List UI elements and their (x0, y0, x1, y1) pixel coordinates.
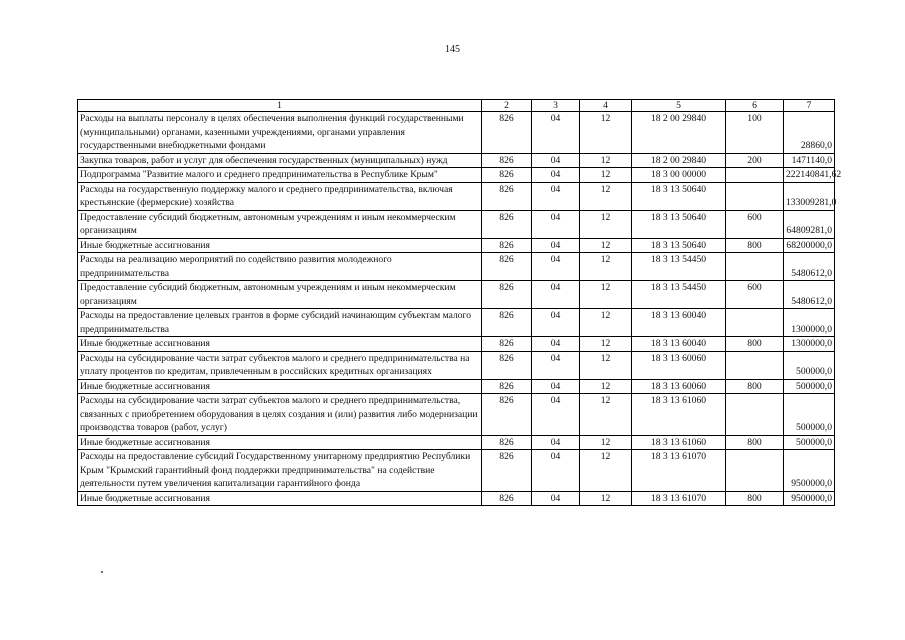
page-number: 145 (445, 44, 460, 55)
section-code-cell: 04 (532, 238, 580, 253)
section-code-cell: 04 (532, 351, 580, 379)
section-code-cell: 04 (532, 309, 580, 337)
expense-name-cell: Расходы на предоставление субсидий Государственному унитарному предприятию Республики Крым "Крымский гарантийный фонд поддержки предпринимательства" на содействие деятельности путем увеличения капитализации гарантийного фонда (78, 450, 482, 492)
subsection-code-cell: 12 (580, 168, 632, 183)
expense-name-cell: Расходы на предоставление целевых грантов в форме субсидий начинающим субъектам малого предпринимательства (78, 309, 482, 337)
section-code-cell: 04 (532, 182, 580, 210)
subsection-code-cell: 12 (580, 253, 632, 281)
amount-cell: 68200000,0 (784, 238, 835, 253)
table-row (78, 309, 835, 337)
target-article-cell: 18 3 13 61060 (632, 394, 726, 436)
subsection-code-cell: 12 (580, 309, 632, 337)
table-row (78, 281, 835, 309)
ministry-code-cell: 826 (482, 182, 532, 210)
table-row (78, 153, 835, 168)
table-row (78, 337, 835, 352)
column-header: 2 (482, 100, 532, 112)
section-code-cell: 04 (532, 435, 580, 450)
amount-cell: 64809281,0 (784, 210, 835, 238)
target-article-cell: 18 2 00 29840 (632, 153, 726, 168)
expense-name-cell: Расходы на выплаты персоналу в целях обеспечения выполнения функций государственными (муниципальными) органами, казенными учреждениями, органами управления государственными внебюджетными фондами (78, 112, 482, 154)
ministry-code-cell: 826 (482, 168, 532, 183)
expense-name-cell: Иные бюджетные ассигнования (78, 379, 482, 394)
expense-type-cell (726, 351, 784, 379)
subsection-code-cell: 12 (580, 337, 632, 352)
amount-cell: 500000,0 (784, 379, 835, 394)
expense-type-cell (726, 450, 784, 492)
section-code-cell: 04 (532, 112, 580, 154)
amount-cell: 1471140,0 (784, 153, 835, 168)
target-article-cell: 18 3 13 61060 (632, 435, 726, 450)
expense-type-cell (726, 182, 784, 210)
subsection-code-cell: 12 (580, 182, 632, 210)
target-article-cell: 18 3 13 60060 (632, 351, 726, 379)
amount-cell: 5480612,0 (784, 281, 835, 309)
table-row (78, 450, 835, 492)
expense-type-cell: 800 (726, 238, 784, 253)
target-article-cell: 18 3 13 61070 (632, 491, 726, 506)
subsection-code-cell: 12 (580, 450, 632, 492)
subsection-code-cell: 12 (580, 281, 632, 309)
expense-type-cell (726, 394, 784, 436)
ministry-code-cell: 826 (482, 379, 532, 394)
ministry-code-cell: 826 (482, 238, 532, 253)
expense-type-cell: 600 (726, 281, 784, 309)
subsection-code-cell: 12 (580, 435, 632, 450)
column-header: 4 (580, 100, 632, 112)
amount-cell: 28860,0 (784, 112, 835, 154)
table-row (78, 112, 835, 154)
subsection-code-cell: 12 (580, 238, 632, 253)
column-header: 5 (632, 100, 726, 112)
expense-name-cell: Иные бюджетные ассигнования (78, 435, 482, 450)
expense-name-cell: Предоставление субсидий бюджетным, автономным учреждениям и иным некоммерческим организациям (78, 210, 482, 238)
expense-type-cell: 200 (726, 153, 784, 168)
ministry-code-cell: 826 (482, 281, 532, 309)
target-article-cell: 18 3 13 60040 (632, 337, 726, 352)
expense-name-cell: Закупка товаров, работ и услуг для обеспечения государственных (муниципальных) нужд (78, 153, 482, 168)
expense-type-cell: 600 (726, 210, 784, 238)
amount-cell: 5480612,0 (784, 253, 835, 281)
expense-name-cell: Предоставление субсидий бюджетным, автономным учреждениям и иным некоммерческим организациям (78, 281, 482, 309)
amount-cell: 1300000,0 (784, 337, 835, 352)
expense-name-cell: Расходы на реализацию мероприятий по содействию развития молодежного предпринимательства (78, 253, 482, 281)
section-code-cell: 04 (532, 253, 580, 281)
table-row (78, 394, 835, 436)
stray-mark (101, 571, 103, 573)
section-code-cell: 04 (532, 450, 580, 492)
expense-name-cell: Расходы на государственную поддержку малого и среднего предпринимательства, включая крестьянские (фермерские) хозяйства (78, 182, 482, 210)
ministry-code-cell: 826 (482, 253, 532, 281)
column-header: 3 (532, 100, 580, 112)
target-article-cell: 18 3 13 61070 (632, 450, 726, 492)
ministry-code-cell: 826 (482, 112, 532, 154)
ministry-code-cell: 826 (482, 337, 532, 352)
expense-name-cell: Иные бюджетные ассигнования (78, 491, 482, 506)
target-article-cell: 18 3 13 50640 (632, 210, 726, 238)
section-code-cell: 04 (532, 394, 580, 436)
amount-cell: 500000,0 (784, 435, 835, 450)
subsection-code-cell: 12 (580, 153, 632, 168)
expense-name-cell: Иные бюджетные ассигнования (78, 238, 482, 253)
expense-name-cell: Подпрограмма "Развитие малого и среднего предпринимательства в Республике Крым" (78, 168, 482, 183)
expense-type-cell (726, 309, 784, 337)
section-code-cell: 04 (532, 491, 580, 506)
table-row (78, 182, 835, 210)
target-article-cell: 18 2 00 29840 (632, 112, 726, 154)
expense-type-cell: 100 (726, 112, 784, 154)
budget-table (77, 99, 842, 506)
table-row (78, 351, 835, 379)
expense-name-cell: Расходы на субсидирование части затрат субъектов малого и среднего предпринимательства на уплату процентов по кредитам, привлеченным в российских кредитных организациях (78, 351, 482, 379)
target-article-cell: 18 3 00 00000 (632, 168, 726, 183)
table-row (78, 491, 835, 506)
target-article-cell: 18 3 13 50640 (632, 182, 726, 210)
column-header: 6 (726, 100, 784, 112)
table-row (78, 210, 835, 238)
subsection-code-cell: 12 (580, 112, 632, 154)
ministry-code-cell: 826 (482, 394, 532, 436)
column-header: 7 (784, 100, 835, 112)
table-row (78, 168, 835, 183)
expense-type-cell (726, 253, 784, 281)
amount-cell: 222140841,62 (784, 168, 835, 183)
expense-name-cell: Иные бюджетные ассигнования (78, 337, 482, 352)
ministry-code-cell: 826 (482, 491, 532, 506)
amount-cell: 9500000,0 (784, 491, 835, 506)
table-row (78, 253, 835, 281)
amount-cell: 133009281,0 (784, 182, 835, 210)
expense-type-cell (726, 168, 784, 183)
target-article-cell: 18 3 13 50640 (632, 238, 726, 253)
ministry-code-cell: 826 (482, 450, 532, 492)
table-row (78, 379, 835, 394)
table-header-row (78, 100, 835, 112)
section-code-cell: 04 (532, 168, 580, 183)
target-article-cell: 18 3 13 60040 (632, 309, 726, 337)
amount-cell: 1300000,0 (784, 309, 835, 337)
section-code-cell: 04 (532, 281, 580, 309)
subsection-code-cell: 12 (580, 379, 632, 394)
ministry-code-cell: 826 (482, 309, 532, 337)
ministry-code-cell: 826 (482, 210, 532, 238)
ministry-code-cell: 826 (482, 435, 532, 450)
subsection-code-cell: 12 (580, 394, 632, 436)
expense-type-cell: 800 (726, 337, 784, 352)
table-row (78, 238, 835, 253)
expense-type-cell: 800 (726, 491, 784, 506)
target-article-cell: 18 3 13 54450 (632, 281, 726, 309)
section-code-cell: 04 (532, 379, 580, 394)
subsection-code-cell: 12 (580, 210, 632, 238)
column-header: 1 (78, 100, 482, 112)
section-code-cell: 04 (532, 337, 580, 352)
section-code-cell: 04 (532, 210, 580, 238)
target-article-cell: 18 3 13 54450 (632, 253, 726, 281)
ministry-code-cell: 826 (482, 351, 532, 379)
expense-type-cell: 800 (726, 379, 784, 394)
expense-name-cell: Расходы на субсидирование части затрат субъектов малого и среднего предпринимательства, связанных с приобретением оборудования в целях создания и (или) развития либо модернизации производства товаров (работ, услуг) (78, 394, 482, 436)
subsection-code-cell: 12 (580, 351, 632, 379)
amount-cell: 500000,0 (784, 394, 835, 436)
expense-type-cell: 800 (726, 435, 784, 450)
table-row (78, 435, 835, 450)
target-article-cell: 18 3 13 60060 (632, 379, 726, 394)
ministry-code-cell: 826 (482, 153, 532, 168)
amount-cell: 9500000,0 (784, 450, 835, 492)
amount-cell: 500000,0 (784, 351, 835, 379)
subsection-code-cell: 12 (580, 491, 632, 506)
section-code-cell: 04 (532, 153, 580, 168)
